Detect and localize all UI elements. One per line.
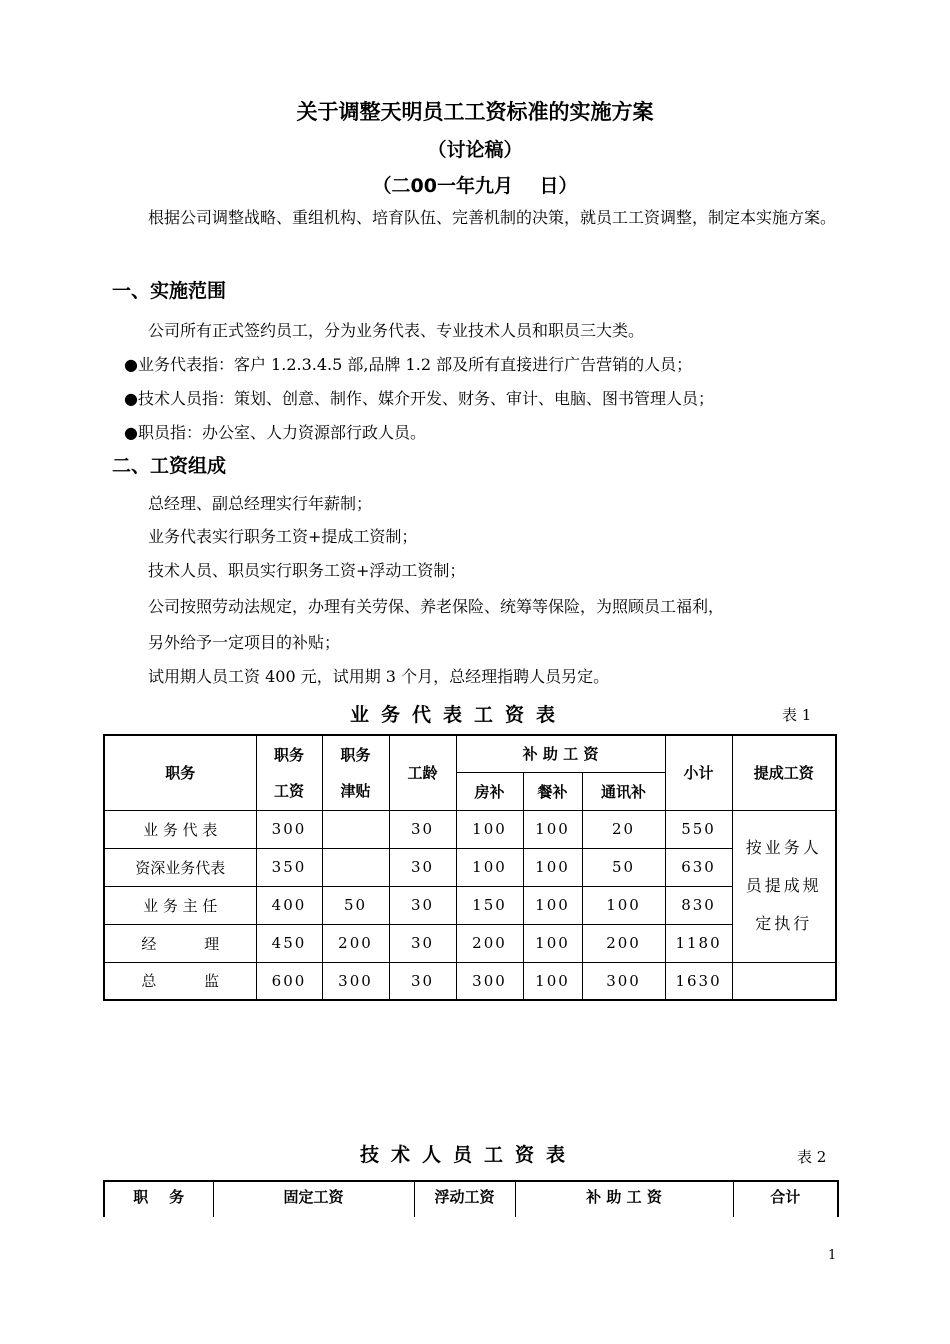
header-floating-pay: 浮动工资 — [414, 1181, 515, 1217]
header-duty-allowance: 职务 津贴 — [322, 735, 389, 810]
cell-duty-allowance: 50 — [322, 886, 389, 924]
cell-seniority: 30 — [389, 924, 456, 962]
cell-duty-pay: 300 — [256, 810, 322, 848]
bullet-tech: ●技术人员指：策划、创意、制作、媒介开发、财务、审计、电脑、图书管理人员； — [124, 389, 714, 408]
cell-housing: 300 — [456, 962, 523, 1000]
header-subsidy: 补 助 工 资 — [456, 735, 665, 772]
table-row — [104, 848, 836, 886]
cell-seniority: 30 — [389, 810, 456, 848]
section2-line: 试用期人员工资 400 元，试用期 3 个月，总经理指聘人员另定。 — [148, 667, 610, 686]
cell-comm: 100 — [582, 886, 665, 924]
cell-seniority: 30 — [389, 848, 456, 886]
cell-duty-pay: 350 — [256, 848, 322, 886]
table1-label: 表 1 — [782, 706, 812, 724]
cell-position: 经 理 — [104, 924, 256, 962]
cell-comm: 20 — [582, 810, 665, 848]
empty-cell — [732, 962, 836, 1000]
table-row — [104, 924, 836, 962]
cell-housing: 150 — [456, 886, 523, 924]
section2-line: 公司按照劳动法规定，办理有关劳保、养老保险、统筹等保险，为照顾员工福利， — [148, 597, 725, 616]
cell-subtotal: 830 — [665, 886, 732, 924]
cell-housing: 100 — [456, 848, 523, 886]
table-row — [104, 886, 836, 924]
document-title: 关于调整天明员工工资标准的实施方案 — [296, 100, 654, 124]
table2-label: 表 2 — [797, 1148, 827, 1166]
table1-caption: 业务代表工资表 — [350, 704, 568, 726]
section2-line: 技术人员、职员实行职务工资+浮动工资制； — [148, 561, 466, 580]
cell-meal: 100 — [523, 886, 582, 924]
cell-duty-pay: 600 — [256, 962, 322, 1000]
header-total: 合计 — [733, 1181, 838, 1217]
cell-meal: 100 — [523, 848, 582, 886]
cell-subtotal: 550 — [665, 810, 732, 848]
document-subtitle: （讨论稿） — [427, 139, 523, 161]
cell-meal: 100 — [523, 962, 582, 1000]
table-row — [104, 810, 836, 848]
cell-position: 资深业务代表 — [104, 848, 256, 886]
table2-caption: 技术人员工资表 — [360, 1144, 578, 1166]
section2-line: 总经理、副总经理实行年薪制； — [148, 494, 373, 513]
commission-note: 按业务人员提成规定执行 — [732, 810, 836, 962]
section2-line: 业务代表实行职务工资+提成工资制； — [148, 527, 418, 546]
cell-comm: 300 — [582, 962, 665, 1000]
cell-seniority: 30 — [389, 886, 456, 924]
cell-meal: 100 — [523, 924, 582, 962]
cell-meal: 100 — [523, 810, 582, 848]
section2-line: 另外给予一定项目的补贴； — [148, 633, 341, 652]
header-position: 职 务 — [104, 1181, 213, 1217]
cell-subtotal: 1630 — [665, 962, 732, 1000]
section2-heading: 二、工资组成 — [112, 455, 227, 477]
cell-seniority: 30 — [389, 962, 456, 1000]
bullet-staff: ●职员指：办公室、人力资源部行政人员。 — [124, 423, 426, 442]
header-subsidy: 补 助 工 资 — [515, 1181, 733, 1217]
cell-duty-pay: 400 — [256, 886, 322, 924]
header-housing: 房补 — [456, 772, 523, 810]
header-seniority: 工龄 — [389, 735, 456, 810]
cell-housing: 200 — [456, 924, 523, 962]
page-number: 1 — [828, 1248, 837, 1263]
cell-duty-allowance — [322, 810, 389, 848]
header-meal: 餐补 — [523, 772, 582, 810]
cell-duty-allowance: 200 — [322, 924, 389, 962]
bullet-sales: ●业务代表指：客户 1.2.3.4.5 部,品牌 1.2 部及所有直接进行广告营销的人员； — [124, 355, 693, 374]
cell-position: 总 监 — [104, 962, 256, 1000]
sales-salary-table — [103, 734, 837, 1001]
section1-line: 公司所有正式签约员工，分为业务代表、专业技术人员和职员三大类。 — [148, 321, 645, 340]
cell-subtotal: 1180 — [665, 924, 732, 962]
document-date: （二00一年九月 日） — [372, 175, 578, 197]
section1-heading: 一、实施范围 — [112, 280, 227, 302]
intro-paragraph: 根据公司调整战略、重组机构、培育队伍、完善机制的决策，就员工工资调整，制定本实施方案。 — [148, 208, 837, 227]
cell-duty-allowance — [322, 848, 389, 886]
cell-position: 业 务 代 表 — [104, 810, 256, 848]
tech-salary-table — [103, 1180, 839, 1217]
header-fixed-pay: 固定工资 — [213, 1181, 414, 1217]
header-comm: 通讯补 — [582, 772, 665, 810]
cell-housing: 100 — [456, 810, 523, 848]
cell-subtotal: 630 — [665, 848, 732, 886]
header-subtotal: 小计 — [665, 735, 732, 810]
header-duty-pay: 职务 工资 — [256, 735, 322, 810]
header-position: 职务 — [104, 735, 256, 810]
cell-duty-pay: 450 — [256, 924, 322, 962]
cell-comm: 50 — [582, 848, 665, 886]
header-commission: 提成工资 — [732, 735, 836, 810]
cell-comm: 200 — [582, 924, 665, 962]
cell-duty-allowance: 300 — [322, 962, 389, 1000]
cell-position: 业 务 主 任 — [104, 886, 256, 924]
table-row — [104, 962, 836, 1000]
